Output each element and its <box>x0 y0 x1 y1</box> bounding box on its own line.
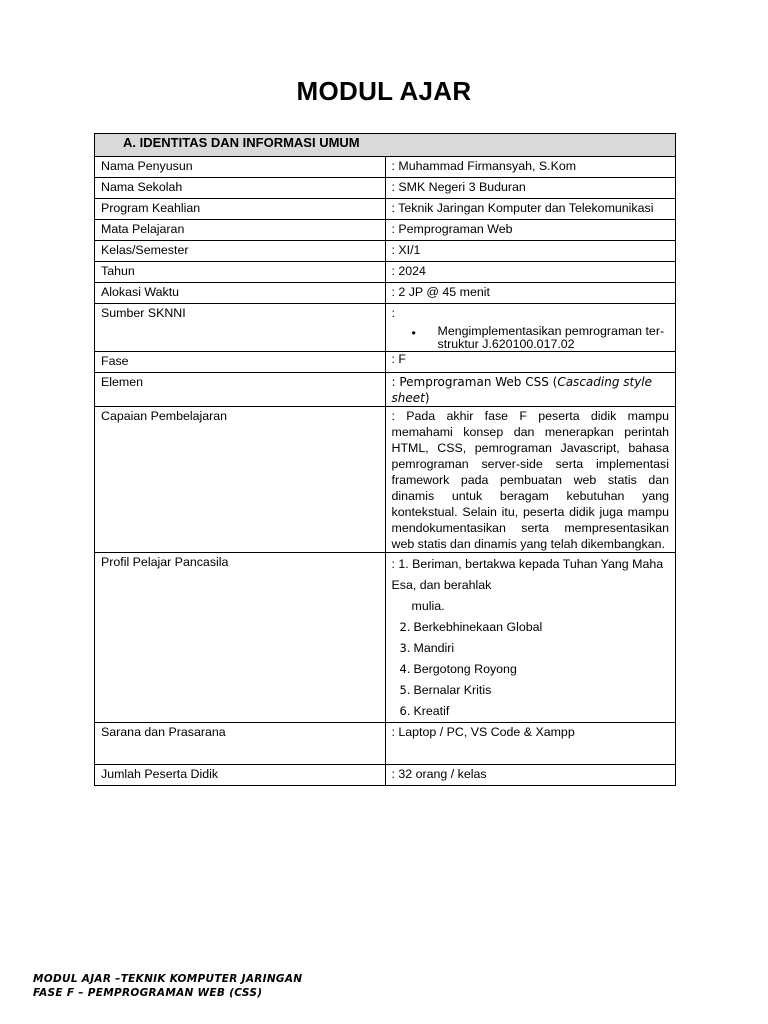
row-value: : SMK Negeri 3 Buduran <box>385 178 676 199</box>
row-value: : Pemprograman Web <box>385 220 676 241</box>
sumber-colon: : <box>391 306 395 320</box>
profil-text: Berkebhinekaan Global <box>413 620 543 634</box>
row-label: Elemen <box>95 373 386 407</box>
profil-item-1: : 1. Beriman, bertakwa kepada Tuhan Yang Maha Esa, dan berahlak <box>391 557 664 592</box>
row-label: Nama Penyusun <box>95 157 386 178</box>
row-label: Nama Sekolah <box>95 178 386 199</box>
footer-line-2: FASE F – PEMPROGRAMAN WEB (CSS) <box>33 987 263 999</box>
page-title: MODUL AJAR <box>296 76 472 106</box>
row-label: Capaian Pembelajaran <box>95 407 386 553</box>
row-value <box>385 373 676 407</box>
table-row-sumber <box>95 304 676 352</box>
sumber-bullet-item <box>412 325 670 351</box>
table-row-capaian <box>95 407 676 553</box>
profil-item <box>392 638 670 659</box>
page-footer <box>33 972 302 1000</box>
row-label: Jumlah Peserta Didik <box>95 765 386 786</box>
profil-num: 3. <box>399 641 411 655</box>
profil-num: 4. <box>399 662 411 676</box>
row-label: Tahun <box>95 262 386 283</box>
row-value: : 2 JP @ 45 menit <box>385 283 676 304</box>
table-row <box>95 178 676 199</box>
table-row-elemen <box>95 373 676 407</box>
row-value: : Muhammad Firmansyah, S.Kom <box>385 157 676 178</box>
row-value <box>385 553 676 723</box>
section-heading: A. IDENTITAS DAN INFORMASI UMUM <box>95 134 676 157</box>
elemen-italic: Cascading style sheet <box>391 375 653 405</box>
row-label: Mata Pelajaran <box>95 220 386 241</box>
row-label: Sumber SKNNI <box>95 304 386 352</box>
row-value: : 32 orang / kelas <box>385 765 676 786</box>
table-row <box>95 220 676 241</box>
row-value: : Laptop / PC, VS Code & Xampp <box>385 723 676 765</box>
table-row <box>95 765 676 786</box>
table-row <box>95 199 676 220</box>
row-value <box>385 304 676 352</box>
row-label: Alokasi Waktu <box>95 283 386 304</box>
elemen-suffix: ) <box>424 391 430 405</box>
table-row <box>95 157 676 178</box>
capaian-text: : Pada akhir fase F peserta didik mampu memahami konsep dan menerapkan perintah HTML, CSS, pemrograman Javascript, bahasa pemrograman server-side serta implementasi framework pada pembuatan web statis dan dinamis untuk beragam kebutuhan yang kontekstual. Selain itu, peserta didik juga mampu mendokumentasikan serta mempresentasikan web statis dan dinamis yang telah dikembangkan. <box>385 407 676 553</box>
profil-item <box>392 617 670 638</box>
row-label: Sarana dan Prasarana <box>95 723 386 765</box>
table-row <box>95 283 676 304</box>
section-heading-row <box>95 134 676 157</box>
row-value: : F <box>385 352 676 373</box>
profil-text: Kreatif <box>413 704 450 718</box>
elemen-prefix: : Pemprograman Web CSS ( <box>391 375 558 389</box>
row-label: Profil Pelajar Pancasila <box>95 553 386 723</box>
table-row <box>95 723 676 765</box>
row-value: : Teknik Jaringan Komputer dan Telekomunikasi <box>385 199 676 220</box>
row-value: : 2024 <box>385 262 676 283</box>
profil-num: 5. <box>399 683 411 697</box>
profil-num: 2. <box>399 620 411 634</box>
row-label: Fase <box>95 352 386 373</box>
sumber-item-text: Mengimplementasikan pemrograman ter-struktur J.620100.017.02 <box>437 324 665 351</box>
table-row-profil <box>95 553 676 723</box>
footer-line-1: MODUL AJAR –TEKNIK KOMPUTER JARINGAN <box>33 973 303 985</box>
profil-text: Bernalar Kritis <box>413 683 492 697</box>
row-label: Program Keahlian <box>95 199 386 220</box>
profil-item <box>392 659 670 680</box>
profil-item-1-cont: mulia. <box>411 599 445 613</box>
profil-item <box>392 680 670 701</box>
row-label: Kelas/Semester <box>95 241 386 262</box>
identity-table <box>94 133 676 786</box>
profil-item <box>392 701 670 722</box>
table-row <box>95 241 676 262</box>
row-value: : XI/1 <box>385 241 676 262</box>
profil-text: Bergotong Royong <box>413 662 517 676</box>
table-row <box>95 262 676 283</box>
table-row <box>95 352 676 373</box>
bullet-icon: • <box>411 326 416 340</box>
profil-num: 6. <box>399 704 411 718</box>
profil-text: Mandiri <box>413 641 455 655</box>
